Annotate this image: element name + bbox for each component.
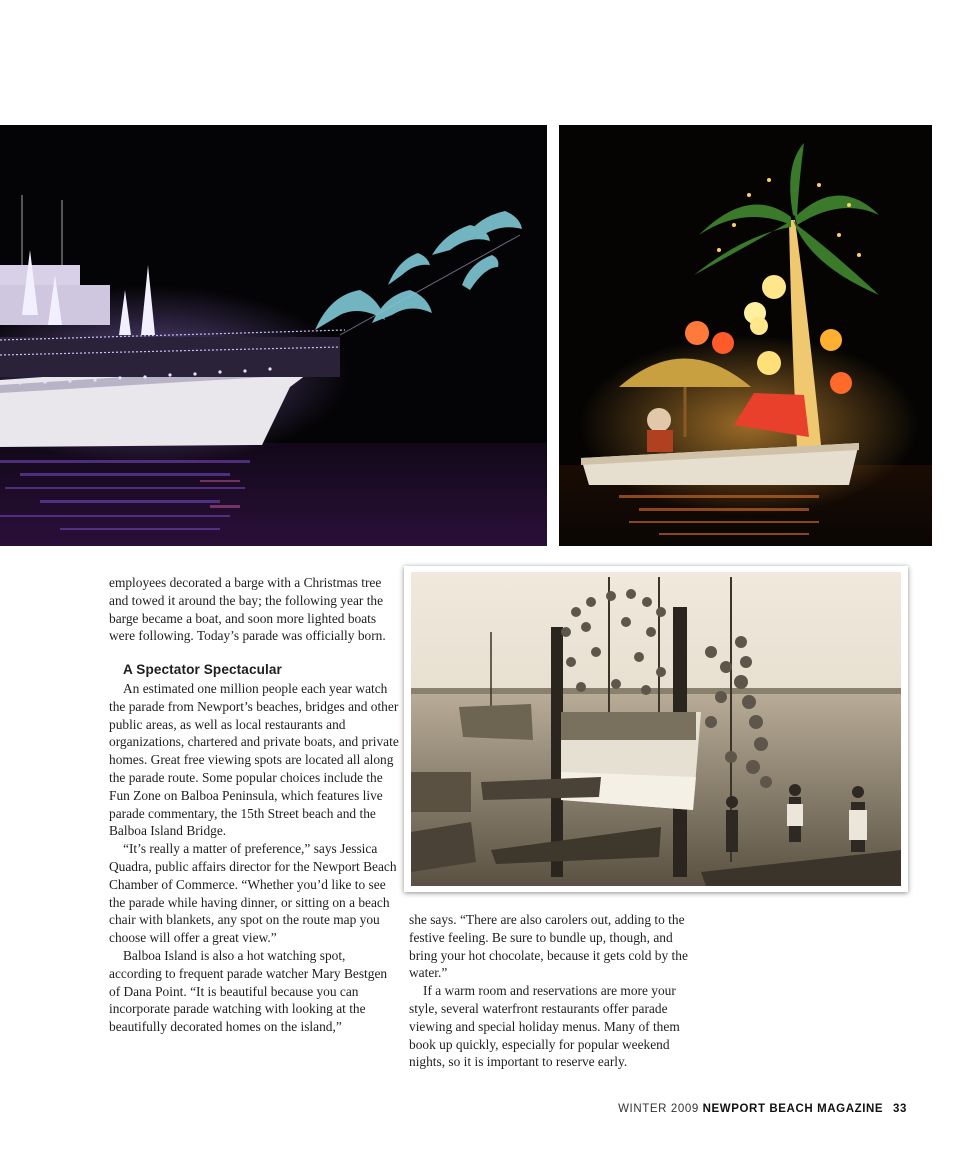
page-number: 33 — [893, 1103, 907, 1115]
issue-label: WINTER 2009 — [618, 1103, 699, 1115]
historic-harbor-lanterns-photo — [411, 572, 901, 886]
paragraph: “It’s really a matter of preference,” says Jessica Quadra, public affairs director for the Newport Beach Chamber of Commerce. “Whether you’d like to see the parade while having dinner, or sitting on a beach chair with blankets, any spot on the route map you choose will offer a great view.” — [109, 841, 397, 946]
yacht-with-dolphin-lights-photo — [0, 125, 547, 546]
magazine-name: NEWPORT BEACH MAGAZINE — [702, 1103, 884, 1115]
palm-tree-boat-lights-photo — [559, 125, 932, 546]
section-subheading: A Spectator Spectacular — [123, 662, 282, 678]
paragraph: If a warm room and reservations are more your style, several waterfront restaurants offer parade viewing and special holiday menus. Many of them book up quickly, especially for popular weekend nights, so it is important to reserve early. — [409, 983, 680, 1070]
page-footer — [618, 1103, 907, 1115]
paragraph: employees decorated a barge with a Christmas tree and towed it around the bay; the following year the barge became a boat, and soon more lighted boats were following. Today’s parade was officially born. — [109, 575, 386, 644]
paragraph: she says. “There are also carolers out, adding to the festive feeling. Be sure to bundle up, though, and bring your hot chocolate, because it gets cold by the water.” — [409, 912, 688, 981]
paragraph: Balboa Island is also a hot watching spot, according to frequent parade watcher Mary Bestgen of Dana Point. “It is beautiful because you can incorporate parade watching with looking at the beautifully decorated homes on the island,” — [109, 947, 388, 1035]
article-column-1 — [109, 574, 399, 1036]
paragraph: An estimated one million people each year watch the parade from Newport’s beaches, bridges and other public areas, as well as local restaurants and organizations, chartered and private boats, and private homes. Great free viewing spots are located all along the parade route. Some popular choices include the Fun Zone on Balboa Peninsula, which features live parade commentary, the 15th Street beach and the Balboa Island Bridge. — [109, 680, 399, 839]
historic-photo-frame — [404, 566, 908, 892]
article-column-2 — [409, 911, 699, 1071]
